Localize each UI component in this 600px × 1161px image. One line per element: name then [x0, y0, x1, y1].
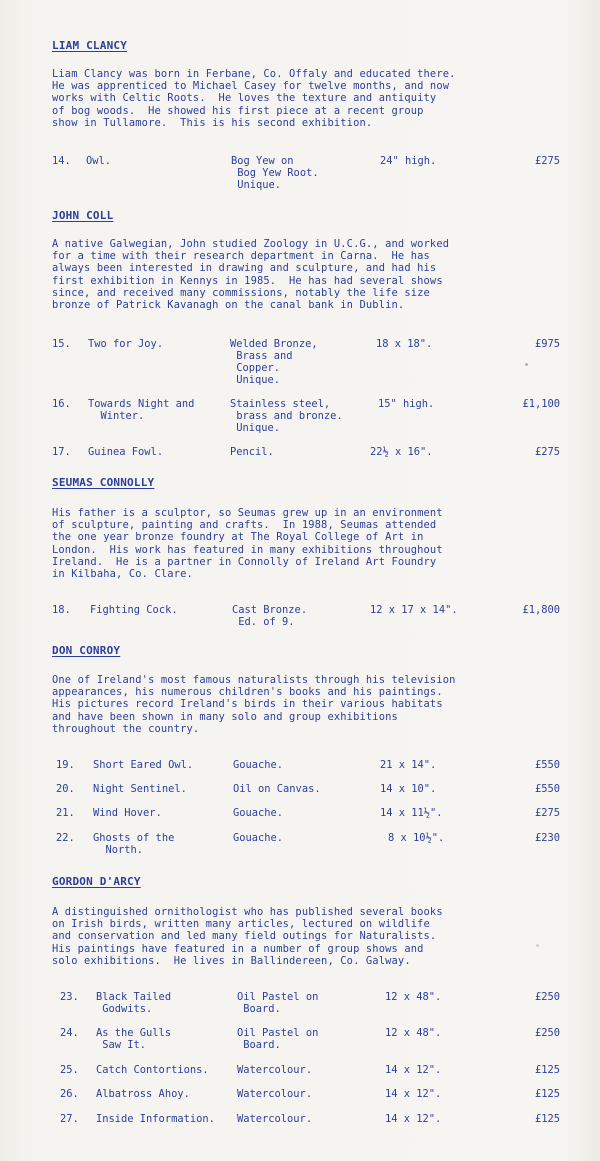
work-title: Inside Information. [96, 1113, 215, 1125]
work-price: £125 [534, 1088, 560, 1100]
artist-bio [52, 68, 572, 129]
work-number: 19. [56, 759, 75, 771]
work-title: Two for Joy. [88, 338, 164, 350]
artist-bio [52, 674, 572, 735]
work-medium: Bog Yew on Bog Yew Root. Unique. [231, 155, 319, 191]
work-number: 18. [52, 604, 71, 616]
work-size: 14 x 12". [385, 1064, 442, 1076]
work-medium: Oil Pastel on Board. [237, 1027, 319, 1051]
work-medium: Pencil. [230, 446, 274, 458]
work-size: 24" high. [380, 155, 437, 167]
work-size: 21 x 14". [380, 759, 437, 771]
work-medium: Gouache. [233, 759, 284, 771]
work-number: 24. [60, 1027, 79, 1039]
work-medium: Gouache. [233, 832, 284, 844]
work-price: £250 [534, 991, 560, 1003]
work-number: 20. [56, 783, 75, 795]
work-medium: Stainless steel, brass and bronze. Unique. [230, 398, 343, 434]
work-price: £275 [534, 807, 560, 819]
work-size: 18 x 18". [376, 338, 433, 350]
work-size: 22½ x 16". [370, 446, 433, 458]
work-title: Towards Night and Winter. [88, 398, 195, 422]
work-price: £125 [534, 1113, 560, 1125]
work-price: £1,800 [522, 604, 560, 616]
work-medium: Watercolour. [237, 1064, 313, 1076]
work-price: £275 [534, 155, 560, 167]
artist-section [52, 644, 572, 657]
work-medium: Watercolour. [237, 1113, 313, 1125]
work-title: Short Eared Owl. [93, 759, 194, 771]
work-title: Black Tailed Godwits. [96, 991, 172, 1015]
work-size: 12 x 48". [385, 991, 442, 1003]
artist-name: GORDON D'ARCY [52, 875, 141, 888]
work-medium: Gouache. [233, 807, 284, 819]
work-size: 14 x 10". [380, 783, 437, 795]
paper-speck [525, 363, 528, 366]
work-medium: Welded Bronze, Brass and Copper. Unique. [230, 338, 318, 386]
work-title: Albatross Ahoy. [96, 1088, 190, 1100]
artist-bio [52, 238, 572, 311]
artist-name: SEUMAS CONNOLLY [52, 476, 155, 489]
work-number: 17. [52, 446, 71, 458]
artist-section [52, 476, 572, 489]
work-price: £550 [534, 783, 560, 795]
work-price: £250 [534, 1027, 560, 1039]
work-price: £1,100 [522, 398, 560, 410]
work-number: 23. [60, 991, 79, 1003]
artist-name: DON CONROY [52, 644, 121, 657]
work-title: As the Gulls Saw It. [96, 1027, 172, 1051]
work-number: 26. [60, 1088, 79, 1100]
work-size: 14 x 11½". [380, 807, 443, 819]
bio-text: Liam Clancy was born in Ferbane, Co. Offaly and educated there. He was apprenticed to Michael Casey for twelve months, and now works with Celtic Roots. He loves the texture and antiquity of bog woods. He showed his first piece at a recent group show in Tullamore. This is his second exhibition. [52, 68, 456, 129]
bio-text: A native Galwegian, John studied Zoology in U.C.G., and worked for a time with their research department in Carna. He has always been interested in drawing and sculpture, and had his first exhibition in Kennys in 1985. He has had several shows since, and received many commissions, notably the life size bronze of Patrick Kavanagh on the canal bank in Dublin. [52, 238, 450, 312]
artist-section [52, 875, 572, 888]
work-number: 14. [52, 155, 71, 167]
work-title: Guinea Fowl. [88, 446, 164, 458]
work-size: 14 x 12". [385, 1113, 442, 1125]
work-title: Wind Hover. [93, 807, 162, 819]
work-price: £550 [534, 759, 560, 771]
bio-text: One of Ireland's most famous naturalists through his television appearances, his numerous children's books and his paintings. His pictures record Ireland's birds in their various habitats and have been shown in many solo and group exhibitions throughout the country. [52, 674, 456, 735]
work-title: Ghosts of the North. [93, 832, 175, 856]
work-medium: Watercolour. [237, 1088, 313, 1100]
work-number: 25. [60, 1064, 79, 1076]
artist-bio [52, 507, 572, 580]
work-size: 14 x 12". [385, 1088, 442, 1100]
artist-section [52, 209, 572, 222]
paper-speck [536, 944, 539, 947]
work-size: 8 x 10½". [388, 832, 445, 844]
bio-text: A distinguished ornithologist who has published several books on Irish birds, written many articles, lectured on wildlife and conservation and led many field outings for Naturalists. His paintings have featured in a number of group shows and solo exhibitions. He lives in Ballindereen, Co. Galway. [52, 906, 443, 967]
work-title: Fighting Cock. [90, 604, 178, 616]
work-size: 15" high. [378, 398, 435, 410]
work-number: 15. [52, 338, 71, 350]
artist-name: LIAM CLANCY [52, 39, 128, 52]
work-medium: Cast Bronze. Ed. of 9. [232, 604, 308, 628]
work-title: Owl. [86, 155, 112, 167]
artist-name: JOHN COLL [52, 209, 114, 222]
work-number: 16. [52, 398, 71, 410]
artist-section [52, 39, 572, 52]
bio-text: His father is a sculptor, so Seumas grew up in an environment of sculpture, painting and crafts. In 1988, Seumas attended the one year bronze foundry at The Royal College of Art in London. His work has featured in many exhibitions throughout Ireland. He is a partner in Connolly of Ireland Art Foundry in Kilbaha, Co. Clare. [52, 507, 443, 581]
artist-bio [52, 906, 572, 967]
work-number: 22. [56, 832, 75, 844]
work-price: £230 [534, 832, 560, 844]
work-title: Catch Contortions. [96, 1064, 209, 1076]
work-number: 21. [56, 807, 75, 819]
work-price: £275 [534, 446, 560, 458]
work-size: 12 x 17 x 14". [370, 604, 458, 616]
work-medium: Oil Pastel on Board. [237, 991, 319, 1015]
work-title: Night Sentinel. [93, 783, 187, 795]
work-medium: Oil on Canvas. [233, 783, 321, 795]
work-price: £975 [534, 338, 560, 350]
work-number: 27. [60, 1113, 79, 1125]
work-price: £125 [534, 1064, 560, 1076]
work-size: 12 x 48". [385, 1027, 442, 1039]
